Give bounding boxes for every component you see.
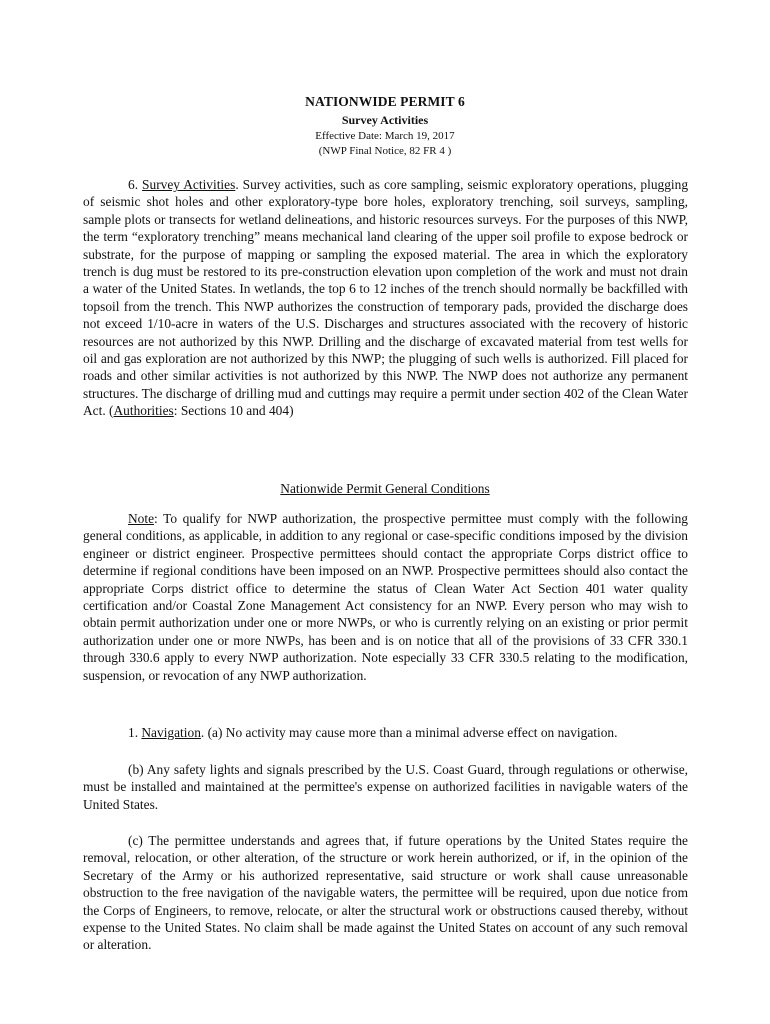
authorities-text: : Sections 10 and 404): [173, 403, 294, 419]
note-text: : To qualify for NWP authorization, the prospective permittee must comply with the following general conditions, as applicable, in addition to any regional or case-specific conditions imposed by the division engineer or district engineer. Prospective permittees should contact the appropriate Corps district office to determine if regional conditions have been imposed on an NWP. Prospective permittees should also contact the appropriate Corps district office to determine the status of Clean Water Act Section 401 water quality certification and/or Coastal Zone Management Act consistency for an NWP. Every person who may wish to obtain permit authorization under one or more NWPs, or who is currently relying on an existing or prior permit authorization under one or more NWPs, has been and is on notice that all of the provisions of 33 CFR 330.1 through 330.6 apply to every NWP authorization. Note especially 33 CFR 330.5 relating to the modification, suspension, or revocation of any NWP authorization.: [83, 511, 688, 683]
navigation-heading: Navigation: [141, 725, 201, 740]
authorities-label: Authorities: [113, 403, 174, 419]
navigation-paragraph-c: (c) The permittee understands and agrees that, if future operations by the United States require the removal, relocation, or other alteration, of the structure or work herein authorized, or if, in the opinion of the Secretary of the Army or his authorized representative, said structure or work shall cause unreasonable obstruction to the free navigation of the navigable waters, the permittee will be required, upon due notice from the Corps of Engineers, to remove, relocate, or alter the structural work or obstructions caused thereby, without expense to the United States. No claim shall be made against the United States on account of any such removal or alteration.: [83, 833, 688, 953]
navigation-a-text: . (a) No activity may cause more than a minimal adverse effect on navigation.: [200, 725, 618, 740]
general-conditions-title: Nationwide Permit General Conditions: [280, 481, 490, 496]
final-notice-reference: (NWP Final Notice, 82 FR 4 ): [318, 145, 452, 157]
permit-6-number: 6.: [128, 177, 143, 192]
permit-6-heading: Survey Activities: [142, 177, 236, 192]
note-label: Note: [128, 511, 155, 526]
effective-date: Effective Date: March 19, 2017: [315, 130, 455, 142]
navigation-number: 1.: [128, 725, 142, 740]
navigation-paragraph-a: [83, 724, 688, 741]
permit-6-paragraph: [83, 176, 688, 420]
note-paragraph: [83, 510, 688, 684]
permit-subtitle: Survey Activities: [341, 113, 429, 127]
permit-6-body: . Survey activities, such as core sampling, seismic exploratory operations, plugging of seismic shot holes and other exploratory-type bore holes, exploratory trenching, soil surveys, sampling, sample plots or transects for wetland delineations, and historic resources surveys. For the purposes of this NWP, the term “exploratory trenching” means mechanical land clearing of the upper soil profile to expose bedrock or substrate, for the purpose of mapping or sampling the exposed material. The area in which the exploratory trench is dug must be restored to its pre-construction elevation upon completion of the work and must not drain a water of the United States. In wetlands, the top 6 to 12 inches of the trench should normally be backfilled with topsoil from the trench. This NWP authorizes the construction of temporary pads, provided the discharge does not exceed 1/10-acre in waters of the U.S. Discharges and structures associated with the recovery of historic resources are not authorized by this NWP. Drilling and the discharge of excavated material from test wells for oil and gas exploration are not authorized by this NWP; the plugging of such wells is authorized. Fill placed for roads and other similar activities is not authorized by this NWP. The NWP does not authorize any permanent structures. The discharge of drilling mud and cuttings may require a permit under section 402 of the Clean Water Act. (: [83, 177, 689, 419]
permit-title: NATIONWIDE PERMIT 6: [305, 94, 465, 109]
navigation-paragraph-b: (b) Any safety lights and signals prescribed by the U.S. Coast Guard, through regulations or otherwise, must be installed and maintained at the permittee's expense on authorized facilities in navigable waters of the United States.: [83, 762, 688, 812]
